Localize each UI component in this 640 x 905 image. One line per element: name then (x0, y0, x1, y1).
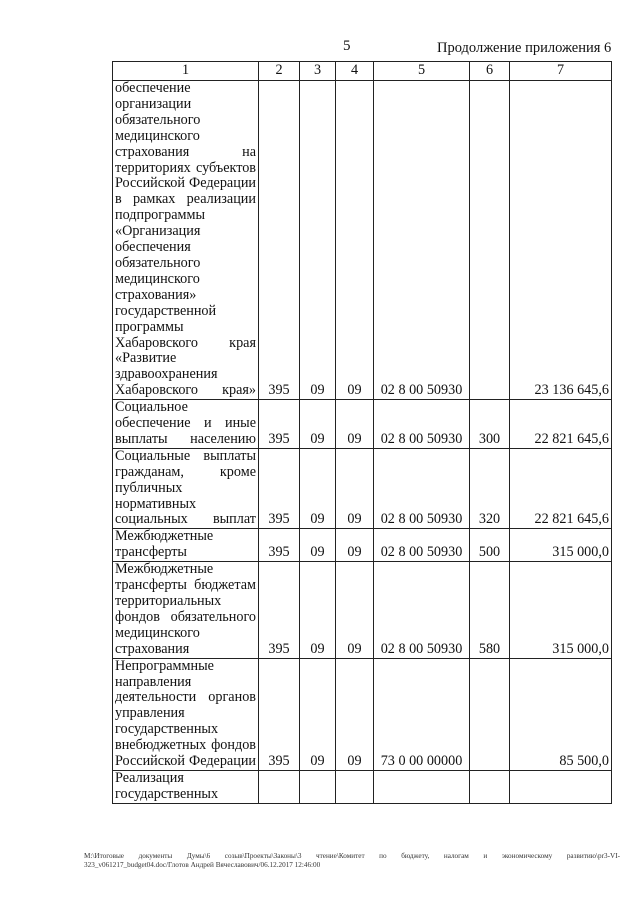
column-header-5: 5 (374, 62, 470, 81)
table-row (113, 562, 612, 658)
cell-expense-type-code: 580 (470, 562, 510, 658)
description-line: государственных (115, 785, 219, 802)
cell-target-article-code: 02 8 00 50930 (374, 448, 470, 529)
description-line: Межбюджетные (115, 528, 214, 545)
description-line: выплаты населению (115, 430, 256, 447)
budget-table (112, 61, 612, 804)
description-line: здравоохранения (115, 366, 218, 383)
description-line: трансферты бюджетам (115, 577, 256, 594)
description-line: трансферты (115, 544, 187, 561)
description-line: направления (115, 673, 192, 690)
description-line: подпрограммы (115, 207, 205, 224)
cell-amount (510, 770, 612, 803)
table-row (113, 81, 612, 400)
description-line: обязательного (115, 111, 201, 128)
description-line: территориальных (115, 593, 222, 609)
column-header-4: 4 (336, 62, 374, 81)
cell-section-code: 09 (300, 562, 336, 658)
cell-subsection-code: 09 (336, 81, 374, 400)
cell-expense-type-code: 500 (470, 529, 510, 562)
cell-subsection-code: 09 (336, 529, 374, 562)
column-header-2: 2 (259, 62, 300, 81)
description-line: Российской Федерации (115, 175, 256, 192)
description-line: публичных (115, 479, 183, 496)
cell-admin-code: 395 (259, 81, 300, 400)
cell-target-article-code (374, 770, 470, 803)
cell-amount: 315 000,0 (510, 529, 612, 562)
cell-section-code: 09 (300, 448, 336, 529)
cell-admin-code (259, 770, 300, 803)
cell-target-article-code: 02 8 00 50930 (374, 562, 470, 658)
cell-admin-code: 395 (259, 658, 300, 770)
description-line: организации (115, 95, 192, 112)
table-row (113, 400, 612, 449)
table-row (113, 770, 612, 803)
description-line: медицинского (115, 127, 200, 144)
cell-amount: 23 136 645,6 (510, 81, 612, 400)
column-header-3: 3 (300, 62, 336, 81)
cell-admin-code: 395 (259, 448, 300, 529)
description-line: «Организация (115, 223, 201, 240)
row-description (113, 770, 259, 803)
row-description (113, 658, 259, 770)
cell-subsection-code: 09 (336, 658, 374, 770)
cell-subsection-code: 09 (336, 562, 374, 658)
row-description (113, 81, 259, 400)
cell-admin-code: 395 (259, 529, 300, 562)
description-line: Социальное (115, 399, 188, 416)
description-line: территориях субъектов (115, 159, 256, 176)
row-description (113, 400, 259, 449)
table-row (113, 529, 612, 562)
cell-section-code: 09 (300, 658, 336, 770)
cell-subsection-code (336, 770, 374, 803)
cell-expense-type-code (470, 770, 510, 803)
description-line: «Развитие (115, 350, 177, 367)
description-line: обеспечение (115, 80, 191, 96)
table-row (113, 658, 612, 770)
cell-section-code: 09 (300, 81, 336, 400)
column-header-1: 1 (113, 62, 259, 81)
description-line: страхования (115, 640, 190, 657)
cell-amount: 85 500,0 (510, 658, 612, 770)
cell-section-code (300, 770, 336, 803)
page-number: 5 (343, 38, 351, 54)
cell-amount: 315 000,0 (510, 562, 612, 658)
table-row (113, 448, 612, 529)
cell-target-article-code: 02 8 00 50930 (374, 529, 470, 562)
cell-admin-code: 395 (259, 562, 300, 658)
description-line: Непрограммные (115, 657, 214, 674)
cell-section-code: 09 (300, 529, 336, 562)
description-line: государственной (115, 302, 217, 319)
row-description (113, 562, 259, 658)
description-line: Социальные выплаты (115, 447, 256, 464)
description-line: Хабаровского края (115, 334, 256, 351)
cell-section-code: 09 (300, 400, 336, 449)
cell-amount: 22 821 645,6 (510, 448, 612, 529)
continuation-caption: Продолжение приложения 6 (437, 40, 612, 56)
description-line: медицинского (115, 270, 200, 287)
description-line: страхования» (115, 286, 197, 303)
description-line: нормативных (115, 495, 197, 512)
footer-line-2: 323_v061217_budget04.doc/Глотов Андрей Вячеславович/06.12.2017 12:46:00 (84, 861, 321, 869)
cell-amount: 22 821 645,6 (510, 400, 612, 449)
description-line: внебюджетных фондов (115, 737, 256, 754)
row-description (113, 448, 259, 529)
cell-target-article-code: 02 8 00 50930 (374, 81, 470, 400)
description-line: медицинского (115, 624, 200, 641)
cell-admin-code: 395 (259, 400, 300, 449)
table-header-row (113, 62, 612, 81)
description-line: государственных (115, 721, 219, 738)
cell-expense-type-code (470, 81, 510, 400)
cell-subsection-code: 09 (336, 448, 374, 529)
description-line: социальных выплат (115, 511, 256, 528)
description-line: обеспечения (115, 239, 191, 256)
description-line: программы (115, 318, 184, 335)
description-line: страхования на (115, 143, 256, 160)
description-line: фондов обязательного (115, 608, 256, 625)
description-line: обязательного (115, 254, 201, 271)
footer-line-1: M:\Итоговые документы Думы\6 созыв\Проекты\Законы\3 чтение\Комитет по бюджету, налогам и экономическому развитию\pr3-VI- (84, 852, 620, 860)
description-line: Российской Федерации (115, 753, 256, 770)
description-line: в рамках реализации (115, 191, 256, 208)
cell-expense-type-code: 320 (470, 448, 510, 529)
cell-target-article-code: 73 0 00 00000 (374, 658, 470, 770)
column-header-7: 7 (510, 62, 612, 81)
description-line: деятельности органов (115, 689, 256, 706)
cell-target-article-code: 02 8 00 50930 (374, 400, 470, 449)
description-line: гражданам, кроме (115, 463, 256, 480)
description-line: обеспечение и иные (115, 415, 256, 432)
description-line: управления (115, 705, 185, 722)
cell-expense-type-code: 300 (470, 400, 510, 449)
cell-expense-type-code (470, 658, 510, 770)
description-line: Хабаровского края» (115, 382, 256, 399)
file-path-footer (84, 852, 620, 870)
column-header-6: 6 (470, 62, 510, 81)
cell-subsection-code: 09 (336, 400, 374, 449)
row-description (113, 529, 259, 562)
description-line: Реализация (115, 769, 184, 786)
description-line: Межбюджетные (115, 561, 214, 578)
